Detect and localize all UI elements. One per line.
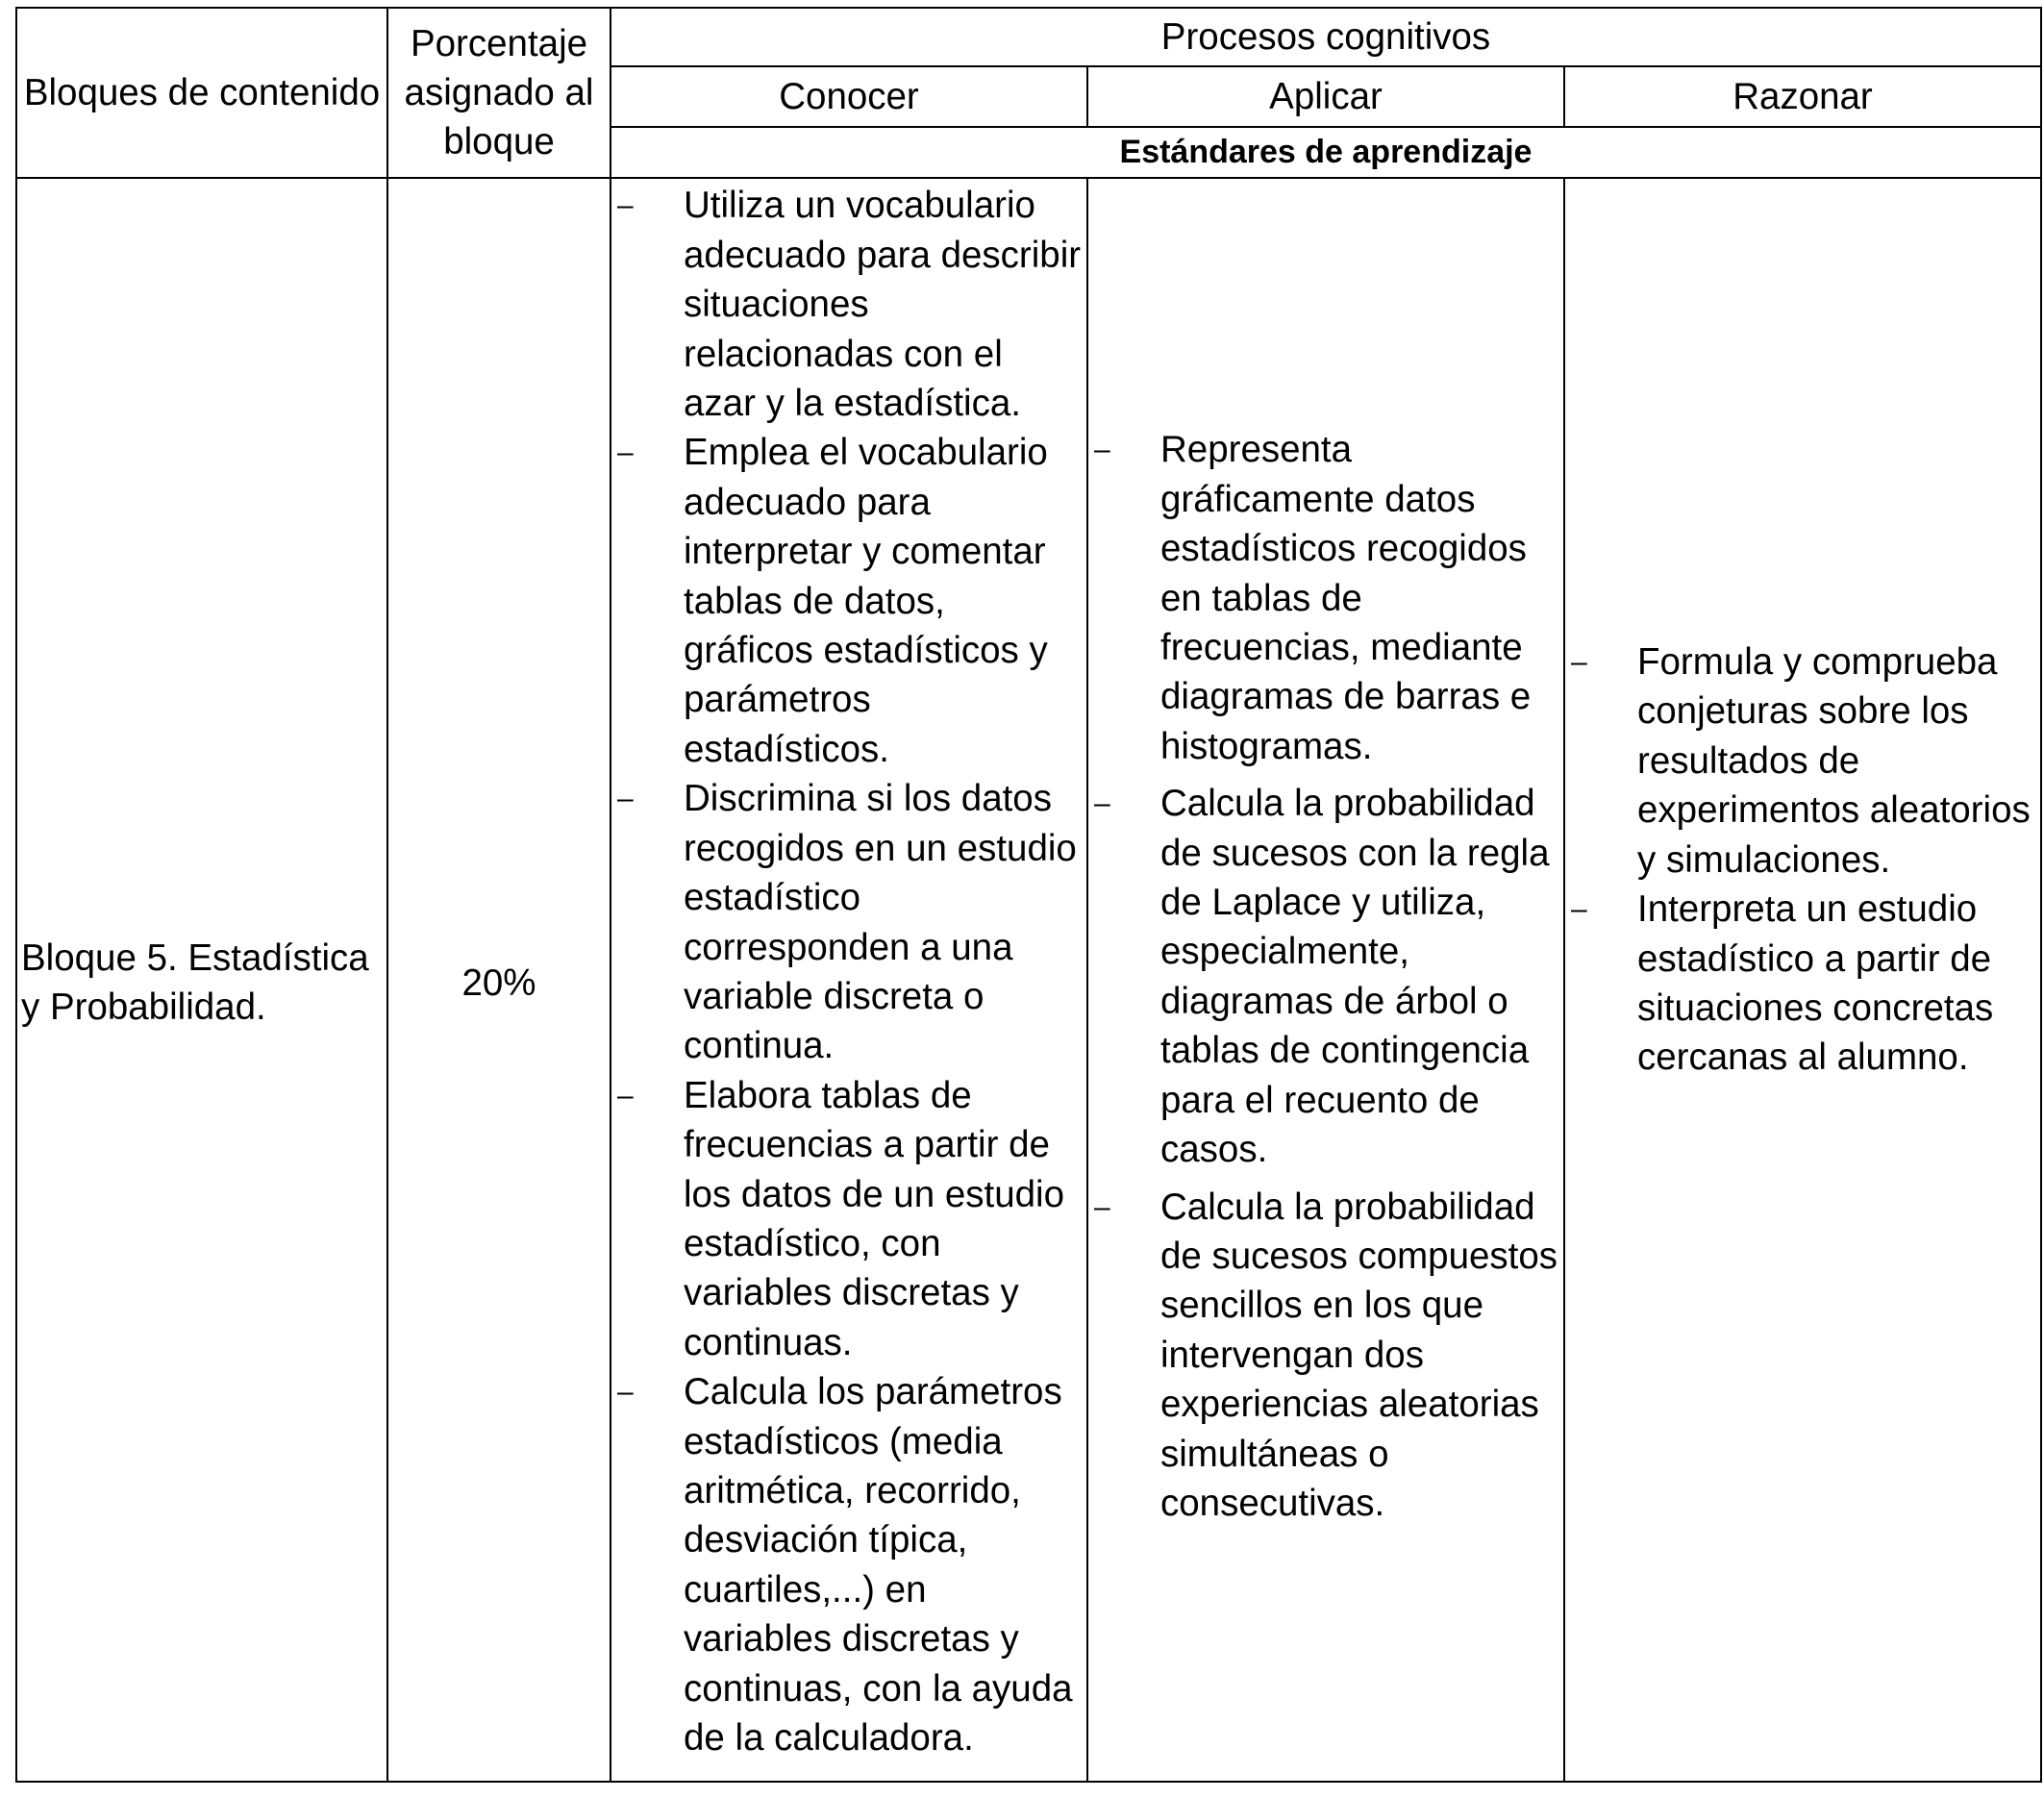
standard-text: Interpreta un estudio estadístico a partir de situaciones concretas cercanas al alumno. (1637, 888, 1994, 1079)
standard-text: Calcula la probabilidad de sucesos compuestos sencillos en los que intervengan dos experiencias aleatorias simultáneas o consecutivas. (1160, 1186, 1558, 1524)
list-item (611, 181, 1083, 428)
dash-bullet: – (1571, 893, 1587, 926)
list-item (611, 1071, 1083, 1367)
dash-bullet: – (1094, 787, 1110, 820)
dash-bullet: – (617, 783, 634, 815)
standard-text: Elabora tablas de frecuencias a partir de los datos de un estudio estadístico, con variables discretas y continuas. (684, 1074, 1064, 1363)
list-item (1088, 779, 1559, 1174)
standards-table (15, 7, 2042, 1783)
dash-bullet: – (1094, 434, 1110, 466)
standard-text: Calcula los parámetros estadísticos (media aritmética, recorrido, desviación típica, cuartiles,...) en variables discretas y continuas, con la ayuda de la calculadora. (684, 1371, 1073, 1759)
list-item (611, 1367, 1083, 1762)
dash-bullet: – (617, 1376, 634, 1409)
standard-text: Utiliza un vocabulario adecuado para describir situaciones relacionadas con el azar y la estadística. (684, 185, 1082, 425)
percentage-cell: 20% (387, 178, 611, 1782)
dash-bullet: – (617, 1079, 634, 1111)
dash-bullet: – (1094, 1190, 1110, 1223)
list-item (1088, 1183, 1559, 1529)
standard-text: Representa gráficamente datos estadísticos recogidos en tablas de frecuencias, mediante diagramas de barras e histogramas. (1160, 429, 1532, 767)
dash-bullet: – (1571, 646, 1587, 679)
conocer-cell (611, 178, 1087, 1782)
list-item (611, 428, 1083, 774)
razonar-cell (1564, 178, 2041, 1782)
block-name-cell: Bloque 5. Estadística y Probabilidad. (16, 178, 387, 1782)
dash-bullet: – (617, 189, 634, 222)
header-razonar: Razonar (1564, 66, 2041, 127)
list-item (1565, 885, 2036, 1083)
list-item (611, 774, 1083, 1070)
aplicar-cell (1087, 178, 1564, 1782)
razonar-standards-list (1565, 637, 2036, 1083)
header-conocer: Conocer (611, 66, 1087, 127)
list-item (1565, 637, 2036, 885)
standard-text: Calcula la probabilidad de sucesos con la regla de Laplace y utiliza, especialmente, diagramas de árbol o tablas de contingencia para el recuento de casos. (1160, 783, 1550, 1171)
standard-text: Discrimina si los datos recogidos en un estudio estadístico corresponden a una variable discreta o continua. (684, 778, 1077, 1067)
header-procesos-cognitivos: Procesos cognitivos (611, 8, 2041, 66)
list-item (1088, 425, 1559, 771)
header-bloques-de-contenido: Bloques de contenido (16, 8, 387, 178)
standard-text: Emplea el vocabulario adecuado para interpretar y comentar tablas de datos, gráficos estadísticos y parámetros estadísticos. (684, 432, 1048, 770)
header-estandares-de-aprendizaje: Estándares de aprendizaje (611, 127, 2041, 178)
conocer-standards-list (611, 181, 1083, 1762)
standard-text: Formula y comprueba conjeturas sobre los resultados de experimentos aleatorios y simulaciones. (1637, 641, 2031, 881)
dash-bullet: – (617, 437, 634, 469)
aplicar-standards-list (1088, 425, 1559, 1528)
header-porcentaje: Porcentaje asignado al bloque (387, 8, 611, 178)
header-aplicar: Aplicar (1087, 66, 1564, 127)
